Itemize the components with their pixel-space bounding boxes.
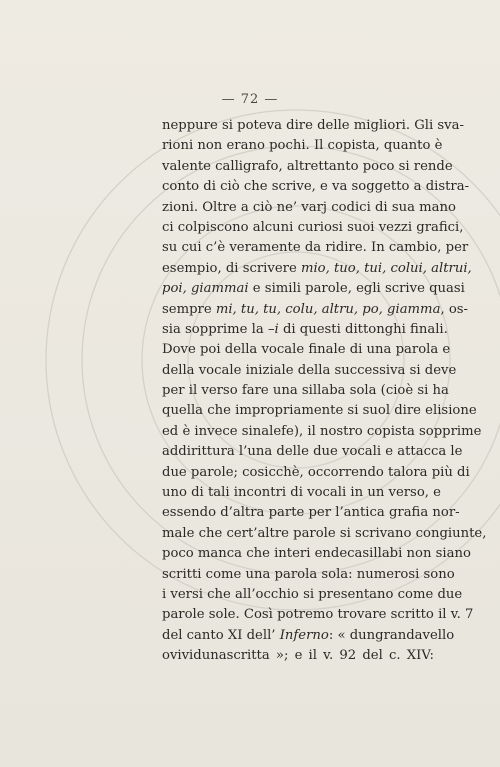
italic-segment: mi, tu, tu, colu, altru, po, giamma <box>215 301 441 317</box>
text-segment: sempre <box>162 301 216 317</box>
text-line <box>162 238 469 258</box>
text-segment: : « dungrandavello <box>328 627 455 643</box>
text-segment: e simili parole, egli scrive quasi <box>248 281 465 297</box>
text-segment: su cui c’è veramente da ridire. In cambio, per <box>162 240 469 256</box>
text-line <box>162 463 470 483</box>
text-line <box>162 361 457 381</box>
page-number: — 72 — <box>221 92 279 107</box>
body-text <box>162 116 487 667</box>
text-segment: male che cert’altre parole si scrivano congiunte, <box>162 525 487 541</box>
text-segment: del canto XI dell’ <box>162 627 280 643</box>
text-line <box>162 483 441 503</box>
text-segment: addirittura l’una delle due vocali e attacca le <box>162 444 463 460</box>
text-segment: sia sopprime la <box>162 321 268 337</box>
text-segment: di questi dittonghi finali. <box>278 321 448 337</box>
text-line <box>162 422 482 442</box>
text-line <box>162 381 449 401</box>
text-segment: essendo d’altra parte per l’antica grafia nor- <box>162 505 460 521</box>
text-line <box>162 524 487 544</box>
text-line <box>162 401 477 421</box>
italic-segment: –i <box>267 321 279 337</box>
text-segment: ovividunascritta »; e il v. 92 del c. XIV: <box>162 648 434 664</box>
text-segment: esempio, di scrivere <box>162 260 301 276</box>
text-segment: conto di ciò che scrive, e va soggetto a distra- <box>162 179 470 195</box>
text-segment: per il verso fare una sillaba sola (cioè si ha <box>162 383 449 399</box>
text-segment: scritti come una parola sola: numerosi sono <box>162 566 455 582</box>
text-segment: due parole; cosicchè, occorrendo talora più di <box>162 464 470 480</box>
text-line <box>162 646 434 666</box>
text-line <box>162 340 451 360</box>
italic-segment: mio, tuo, tui, colui, altrui, <box>300 260 472 276</box>
text-line <box>162 157 453 177</box>
text-segment: , os- <box>440 301 468 317</box>
text-line <box>162 136 443 156</box>
text-segment: uno di tali incontri di vocali in un verso, e <box>162 485 441 501</box>
text-segment: della vocale iniziale della successiva si deve <box>162 362 457 378</box>
text-segment: quella che impropriamente si suol dire elisione <box>162 403 477 419</box>
text-segment: valente calligrafo, altrettanto poco si rende <box>162 158 453 174</box>
italic-segment: Inferno <box>279 627 329 643</box>
text-line <box>162 565 455 585</box>
text-line <box>162 503 460 523</box>
text-segment: poco manca che interi endecasillabi non siano <box>162 546 471 562</box>
text-line <box>162 544 471 564</box>
text-line <box>162 320 448 340</box>
text-line <box>162 605 474 625</box>
text-segment: neppure si poteva dire delle migliori. Gli sva- <box>162 118 464 133</box>
text-segment: ci colpiscono alcuni curiosi suoi vezzi grafici, <box>162 219 464 235</box>
text-segment: zioni. Oltre a ciò ne’ varj codici di sua mano <box>162 199 456 215</box>
text-line <box>162 279 465 299</box>
text-segment: rioni non erano pochi. Il copista, quanto è <box>162 138 443 154</box>
text-segment: i versi che all’occhio si presentano come due <box>162 586 463 602</box>
text-line <box>162 218 464 238</box>
text-line <box>162 300 468 320</box>
text-line <box>162 116 464 136</box>
text-line <box>162 442 463 462</box>
text-segment: Dove poi della vocale finale di una parola e <box>162 342 451 358</box>
text-line <box>162 585 463 605</box>
text-segment: ed è invece sinalefe), il nostro copista sopprime <box>162 423 482 439</box>
text-line <box>162 626 455 646</box>
text-line <box>162 177 470 197</box>
italic-segment: poi, giammai <box>162 281 249 297</box>
text-line <box>162 259 472 279</box>
text-line <box>162 198 456 218</box>
text-segment: parole sole. Così potremo trovare scritto il v. 7 <box>162 607 474 623</box>
